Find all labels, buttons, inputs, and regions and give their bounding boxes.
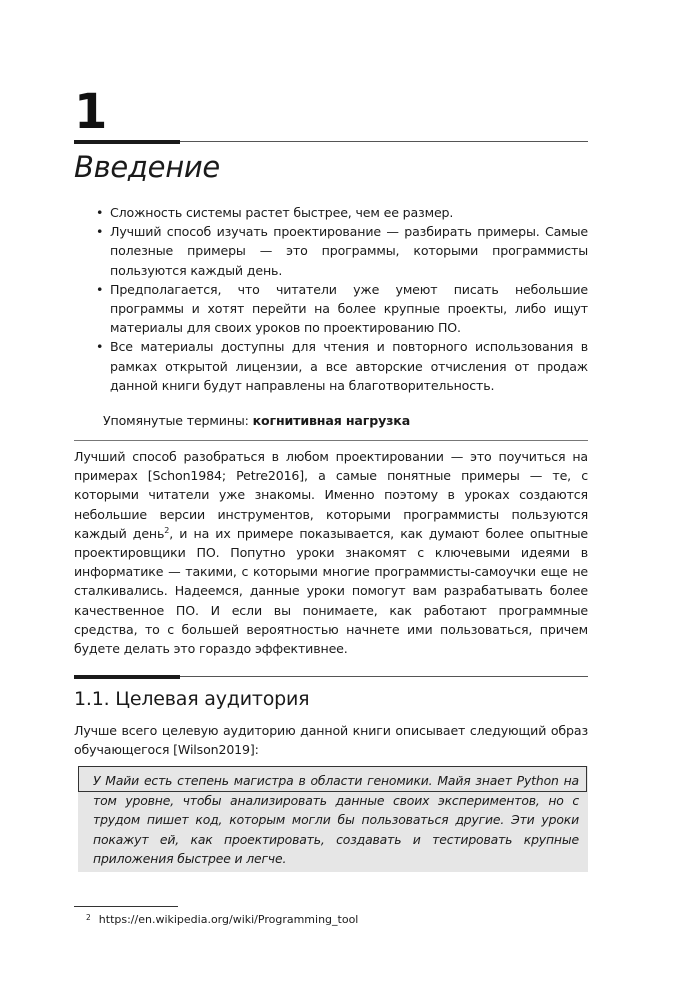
chapter-rule-thick — [74, 140, 180, 144]
quote-text: У Майи есть степень магистра в области геномики. Майя знает Python на том уровне, чтобы анализировать данные своих экспериментов, но с трудом пишет код, которым могли бы пользоваться другие. Эти уроки покажут ей, как проектировать, создавать и тестировать крупные приложения быстрее и легче. — [93, 773, 579, 867]
chapter-number: 1 — [74, 84, 108, 140]
terms-label: Упомянутые термины: — [103, 413, 253, 428]
intro-paragraph: Лучший способ разобраться в любом проектировании — это поучиться на примерах [Schon1984; Petre2016], а самые понятные примеры — те, с которыми читатели уже знакомы. Именно поэтому в уроках создаются небольшие версии инструментов, которыми программисты пользуются каждый день$^2$, и на их примере показывается, как думают более опытные проектировщики ПО. Попутно уроки знакомят с ключевыми идеями в информатике — такими, с которыми многие программисты-самоучки еще не сталкивались. Надеемся, данные уроки помогут вам разрабатывать более качественное ПО. И если вы понимаете, как работают программные средства, то с большей вероятностью начнете ими пользоваться, причем будете делать это гораздо эффективнее. — [74, 449, 588, 657]
section-paragraph: Лучше всего целевую аудиторию данной книги описывает следующий образ обучающегося [Wilson2019]: — [74, 723, 588, 758]
chapter-title: Введение — [74, 150, 220, 184]
terms-line — [103, 412, 410, 430]
chapter-summary-list — [96, 203, 588, 395]
term-cognitive-load: когнитивная нагрузка — [252, 413, 411, 428]
footnote-link[interactable]: https://en.wikipedia.org/wiki/Programming_tool — [98, 913, 359, 926]
summary-divider — [74, 440, 588, 441]
footnote-number: 2 — [86, 913, 91, 922]
chapter-rule-thin — [180, 141, 588, 142]
footnote-ref[interactable]: 2 — [164, 525, 170, 535]
bullet-icon: • — [96, 224, 104, 240]
section-rule-thin — [180, 676, 588, 677]
bullet-icon: • — [96, 339, 104, 355]
section-rule-thick — [74, 675, 180, 679]
section-heading: 1.1. Целевая аудитория — [74, 688, 310, 710]
summary-item: • Лучший способ изучать проектирование — разбирать примеры. Самые полезные примеры — это программы, которыми программисты пользуются каждый день. — [96, 224, 588, 278]
bullet-icon: • — [96, 205, 104, 220]
summary-item: • Все материалы доступны для чтения и повторного использования в рамках открытой лицензии, а все авторские отчисления от продаж данной книги будут направлены на благотворительность. — [96, 339, 588, 393]
bullet-icon: • — [96, 281, 104, 297]
footnote-rule — [74, 906, 178, 907]
summary-item: • Сложность системы растет быстрее, чем ее размер. — [96, 203, 588, 222]
summary-item: • Предполагается, что читатели уже умеют писать небольшие программы и хотят перейти на более крупные проекты, либо ищут материалы для своих уроков по проектированию ПО. — [96, 281, 588, 336]
footnote — [86, 912, 358, 928]
